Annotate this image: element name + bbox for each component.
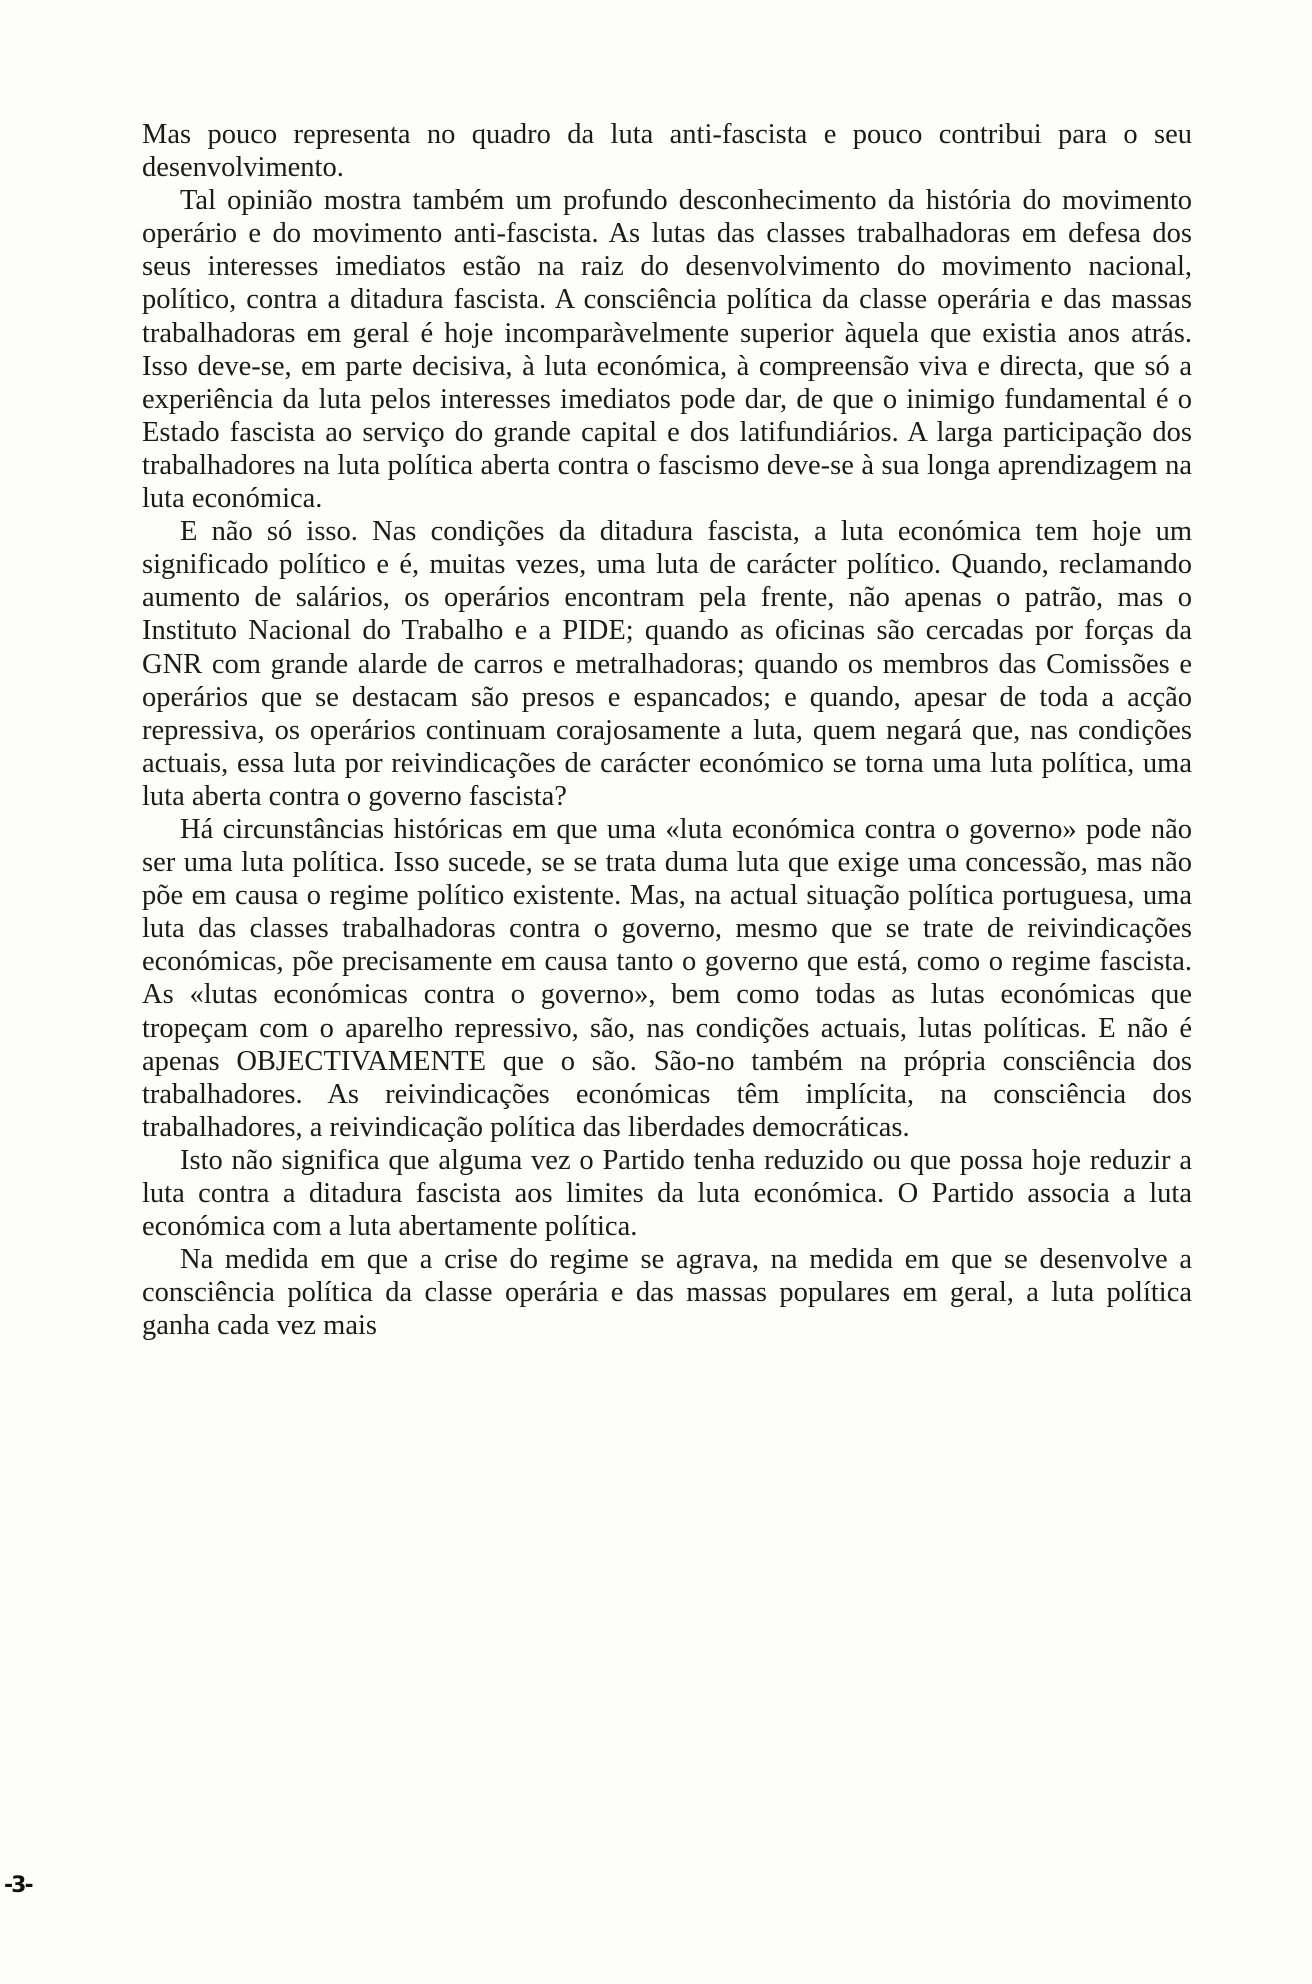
- body-text: [142, 118, 1192, 1342]
- paragraph-5: Isto não significa que alguma vez o Partido tenha reduzido ou que possa hoje reduzir a luta contra a ditadura fascista aos limites da luta económica. O Partido associa a luta económica com a luta abertamente política.: [142, 1144, 1192, 1243]
- page-corner-mark: -3-: [4, 1873, 32, 1898]
- paragraph-4: Há circunstâncias históricas em que uma «luta económica contra o governo» pode não ser uma luta política. Isso sucede, se se trata duma luta que exige uma concessão, mas não põe em causa o regime político existente. Mas, na actual situação política portuguesa, uma luta das classes trabalhadoras contra o governo, mesmo que se trate de reivindicações económicas, põe precisamente em causa tanto o governo que está, como o regime fascista. As «lutas económicas contra o governo», bem como todas as lutas económicas que tropeçam com o aparelho repressivo, são, nas condições actuais, lutas políticas. E não é apenas OBJECTIVAMENTE que o são. São-no também na própria consciência dos trabalhadores. As reivindicações económicas têm implícita, na consciência dos trabalhadores, a reivindicação política das liberdades democráticas.: [142, 813, 1192, 1143]
- paragraph-2: Tal opinião mostra também um profundo desconhecimento da história do movimento operário e do movimento anti-fascista. As lutas das classes trabalhadoras em defesa dos seus interesses imediatos estão na raiz do desenvolvimento do movimento nacional, político, contra a ditadura fascista. A consciência política da classe operária e das massas trabalhadoras em geral é hoje incomparàvelmente superior àquela que existia anos atrás. Isso deve-se, em parte decisiva, à luta económica, à compreensão viva e directa, que só a experiência da luta pelos interesses imediatos pode dar, de que o inimigo fundamental é o Estado fascista ao serviço do grande capital e dos latifundiários. A larga participação dos trabalhadores na luta política aberta contra o fascismo deve-se à sua longa aprendizagem na luta económica.: [142, 185, 1192, 515]
- paragraph-1: Mas pouco representa no quadro da luta anti-fascista e pouco contribui para o seu desenvolvimento.: [142, 119, 1192, 184]
- paragraph-3: E não só isso. Nas condições da ditadura fascista, a luta económica tem hoje um significado político e é, muitas vezes, uma luta de carácter político. Quando, reclamando aumento de salários, os operários encontram pela frente, não apenas o patrão, mas o Instituto Nacional do Trabalho e a PIDE; quando as oficinas são cercadas por forças da GNR com grande alarde de carros e metralhadoras; quando os membros das Comissões e operários que se destacam são presos e espancados; e quando, apesar de toda a acção repressiva, os operários continuam corajosamente a luta, quem negará que, nas condições actuais, essa luta por reivindicações de carácter económico se torna uma luta política, uma luta aberta contra o governo fascista?: [142, 516, 1192, 812]
- paragraph-6: Na medida em que a crise do regime se agrava, na medida em que se desenvolve a consciência política da classe operária e das massas populares em geral, a luta política ganha cada vez mais: [142, 1244, 1192, 1342]
